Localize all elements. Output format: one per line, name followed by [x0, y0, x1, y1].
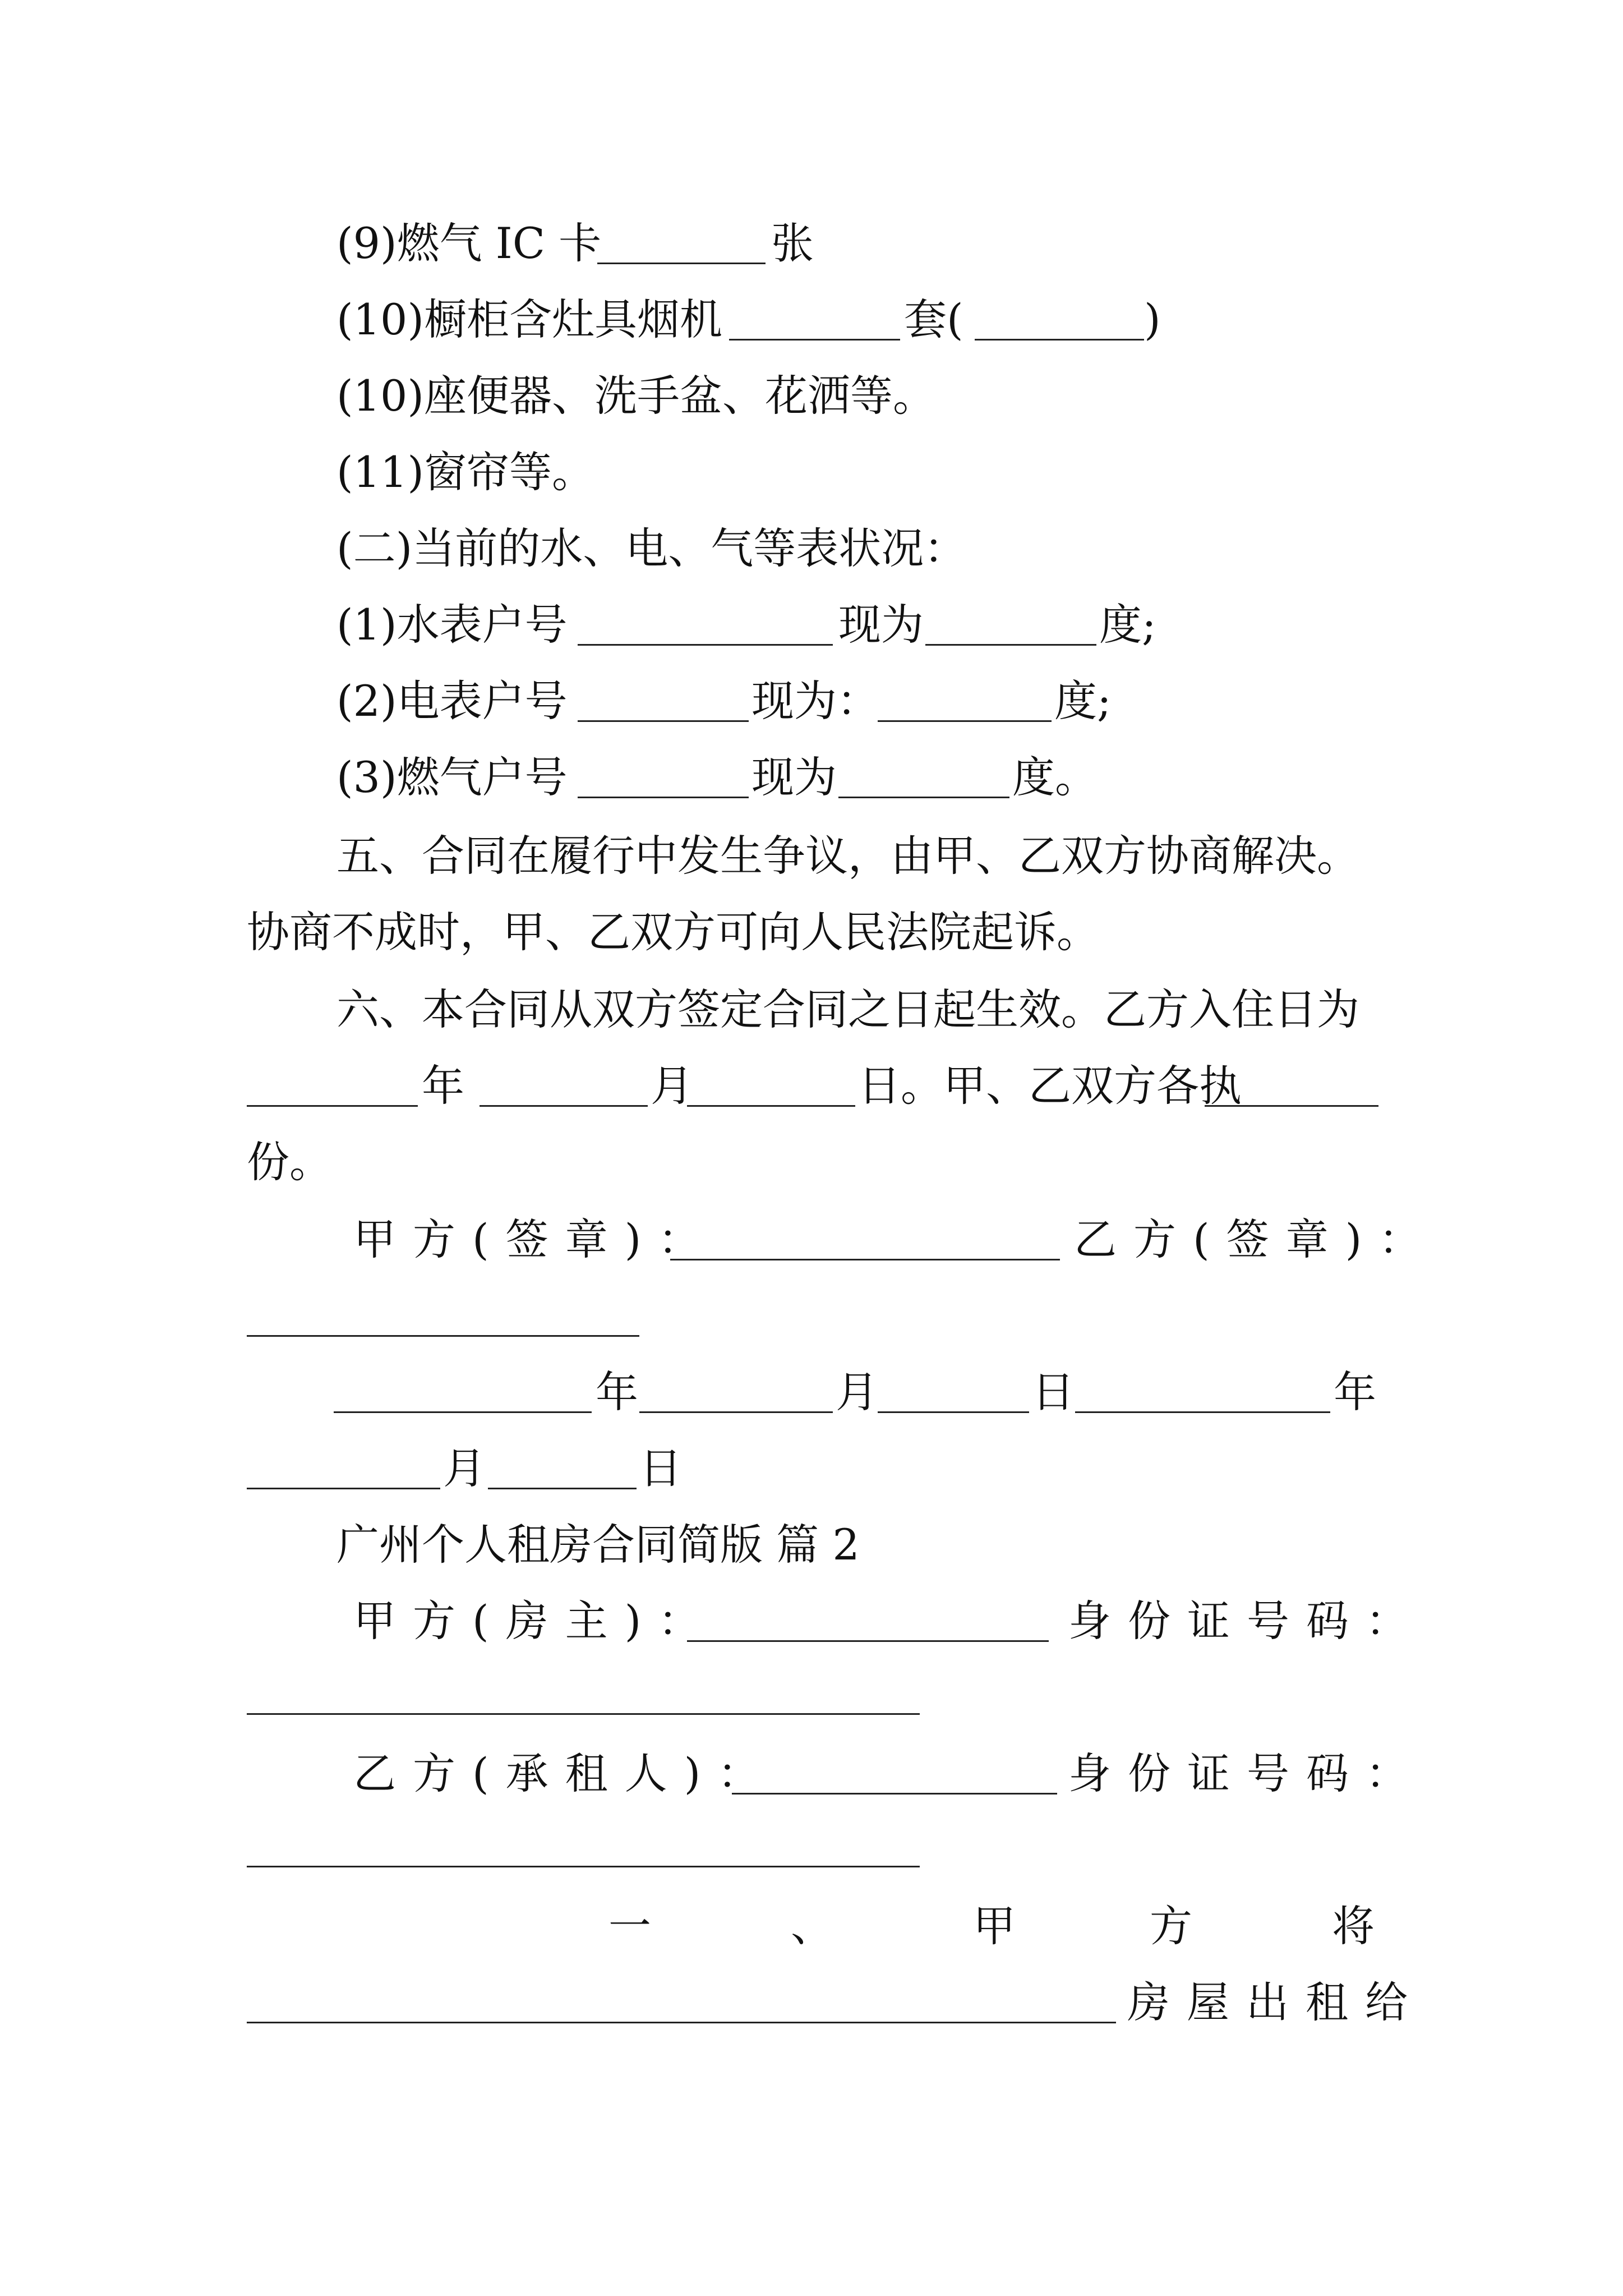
move-in-month-blank[interactable]: [479, 1105, 648, 1107]
item-gas-card: [0, 215, 1623, 272]
cabinets-count-blank[interactable]: [729, 339, 900, 341]
clause-1-tail: 房屋出租给: [1127, 1977, 1424, 2027]
landlord-id-blank[interactable]: [247, 1713, 920, 1715]
water-now-label: 现为: [838, 600, 924, 650]
signature-row: [0, 1212, 1623, 1268]
party-a-year-blank[interactable]: [334, 1411, 592, 1413]
party-b-day-blank[interactable]: [488, 1488, 637, 1489]
clause-5-line-1: [0, 828, 1623, 884]
landlord-row: [0, 1593, 1623, 1649]
item-curtains: [0, 444, 1623, 500]
gas-account-blank[interactable]: [578, 797, 749, 798]
item-sanitary: [0, 368, 1623, 424]
water-meter-row: [0, 597, 1623, 653]
clause-5-text-1: 五、合同在履行中发生争议，由甲、乙双方协商解决。: [336, 831, 1359, 881]
tenant-label: 乙方(承租人)：: [353, 1749, 777, 1798]
tenant-id-label: 身份证号码：: [1068, 1749, 1425, 1798]
clause-1-char-3: 甲: [973, 1901, 1016, 1951]
landlord-label: 甲方(房主)：: [353, 1596, 718, 1646]
clause-1-char-4: 方: [1150, 1901, 1192, 1951]
party-a-month-blank[interactable]: [639, 1411, 833, 1413]
electric-reading-blank[interactable]: [878, 720, 1052, 722]
party-a-sign-label: 甲方(签章)：: [353, 1214, 718, 1264]
sanitary-label: (10)座便器、洗手盆、花洒等。: [336, 371, 936, 421]
electric-meter-label: (2)电表户号: [336, 676, 568, 726]
electric-meter-row: [0, 673, 1623, 729]
tenant-name-blank[interactable]: [732, 1793, 1057, 1795]
electric-unit: 度;: [1054, 676, 1112, 726]
electric-now-label: 现为：: [751, 676, 879, 726]
section-2-clause-1-line-2: [0, 1975, 1623, 2031]
party-b-day-label: 日: [639, 1443, 682, 1493]
gas-meter-label: (3)燃气户号: [336, 752, 568, 802]
move-in-day-label: 日。甲、乙双方各执: [858, 1061, 1242, 1111]
gas-card-blank[interactable]: [597, 263, 766, 264]
clause-5-line-2: [0, 904, 1623, 960]
party-b-year-label: 年: [1334, 1367, 1376, 1417]
electric-account-blank[interactable]: [578, 720, 749, 722]
landlord-name-blank[interactable]: [687, 1640, 1049, 1642]
clause-6-text-1: 六、本合同从双方签定合同之日起生效。乙方入住日为: [336, 984, 1359, 1034]
water-unit: 度;: [1099, 600, 1156, 650]
cabinets-note-blank[interactable]: [975, 339, 1144, 341]
party-b-sign-blank[interactable]: [247, 1335, 639, 1337]
water-reading-blank[interactable]: [925, 644, 1096, 646]
water-meter-label: (1)水表户号: [336, 600, 568, 650]
cabinets-label: (10)橱柜含灶具烟机: [336, 295, 723, 344]
clause-1-char-1: 一: [608, 1901, 651, 1951]
section-2-title-text: 广州个人租房合同简版 篇 2: [336, 1520, 860, 1570]
water-account-blank[interactable]: [578, 644, 833, 646]
gas-now-label: 现为: [751, 752, 837, 802]
party-b-month-label: 月: [443, 1443, 486, 1493]
gas-meter-row: [0, 749, 1623, 806]
section-2-title: [0, 1517, 1623, 1573]
meters-heading-text: (二)当前的水、电、气等表状况：: [336, 523, 967, 573]
copies-label: 份。: [247, 1137, 332, 1187]
party-a-day-blank[interactable]: [878, 1411, 1029, 1413]
move-in-month-label: 月: [651, 1061, 693, 1111]
gas-card-label: (9)燃气 IC 卡: [336, 218, 602, 268]
tenant-row: [0, 1746, 1623, 1802]
move-in-year-blank[interactable]: [247, 1105, 418, 1107]
party-b-sign-label: 乙方(签章)：: [1074, 1214, 1438, 1264]
clause-6-line-1: [0, 982, 1623, 1038]
signature-date-row-2: [0, 1441, 1623, 1497]
gas-reading-blank[interactable]: [838, 797, 1009, 798]
party-b-month-blank[interactable]: [247, 1488, 440, 1489]
clause-6-line-2: [0, 1058, 1623, 1114]
gas-unit: 度。: [1012, 752, 1098, 802]
party-a-day-label: 日: [1032, 1367, 1075, 1417]
cabinets-close-paren: ): [1144, 295, 1161, 344]
curtains-label: (11)窗帘等。: [336, 447, 595, 497]
property-address-blank[interactable]: [247, 2022, 1116, 2023]
clause-1-char-5: 将: [1332, 1901, 1375, 1951]
clause-5-text-2: 协商不成时，甲、乙双方可向人民法院起诉。: [247, 907, 1099, 957]
party-a-year-label: 年: [596, 1367, 638, 1417]
party-a-month-label: 月: [836, 1367, 878, 1417]
cabinets-unit: 套(: [904, 295, 963, 344]
party-b-year-blank[interactable]: [1075, 1411, 1330, 1413]
party-a-sign-blank[interactable]: [670, 1259, 1060, 1260]
item-cabinets: [0, 292, 1623, 348]
clause-6-line-3: [0, 1134, 1623, 1190]
tenant-id-blank[interactable]: [247, 1866, 920, 1867]
copies-count-blank[interactable]: [1205, 1105, 1378, 1107]
signature-date-row: [0, 1364, 1623, 1420]
meters-heading: [0, 521, 1623, 577]
clause-1-char-2: 、: [791, 1901, 833, 1951]
section-2-clause-1: [0, 1898, 1623, 1954]
move-in-day-blank[interactable]: [687, 1105, 855, 1107]
landlord-id-label: 身份证号码：: [1068, 1596, 1425, 1646]
gas-card-unit: 张: [771, 218, 814, 268]
move-in-year-label: 年: [422, 1061, 464, 1111]
